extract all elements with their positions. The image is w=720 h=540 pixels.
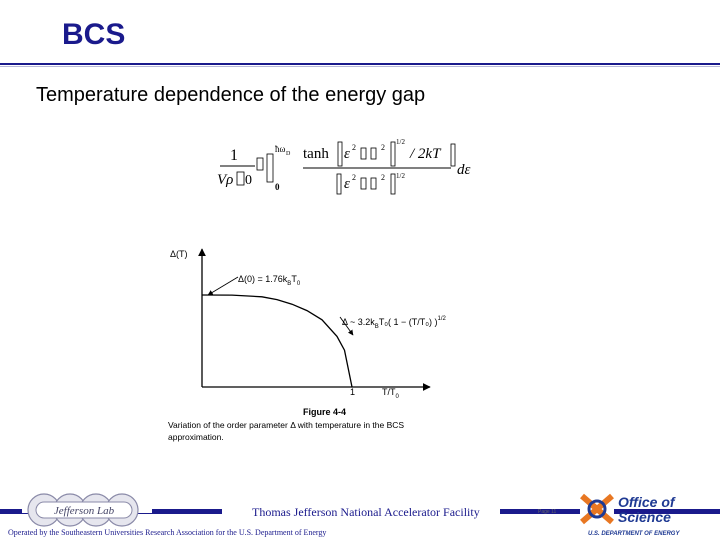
eq-upper-limit: ħω: [275, 144, 286, 154]
eq-bracket: [338, 142, 342, 166]
eq-power-half: 1/2: [396, 138, 405, 146]
eq-integral-sign: [267, 154, 273, 182]
eq-lower-limit: 0: [275, 182, 280, 192]
svg-text:Science: Science: [618, 509, 671, 525]
title-underline-shadow: [0, 66, 720, 67]
svg-text:2: 2: [381, 143, 385, 152]
svg-text:Jefferson Lab: Jefferson Lab: [53, 505, 115, 517]
figure-label: Figure 4-4: [303, 407, 347, 417]
y-axis-label: Δ(T): [170, 249, 188, 259]
gap-curve: [202, 295, 352, 387]
figure-caption-line2: approximation.: [168, 432, 224, 442]
eq-den-epsilon: ε: [344, 176, 350, 192]
gap-figure: [160, 235, 505, 450]
delta-zero-arrow: [208, 277, 238, 295]
figure-caption-line1: Variation of the order parameter Δ with temperature in the BCS: [168, 420, 405, 430]
x-axis-label: $T/T_0$: [382, 387, 399, 400]
eq-zero-a: 0: [245, 173, 252, 188]
eq-box: [257, 158, 263, 170]
jefferson-lab-logo: [22, 492, 152, 528]
eq-den-power: 1/2: [396, 172, 405, 180]
operated-by-text: Operated by the Southeastern Universities Research Association for the U.S. Department of Energy: [8, 528, 327, 537]
title-underline: [0, 63, 720, 65]
slide-title: BCS: [62, 18, 126, 51]
svg-text:2: 2: [381, 173, 385, 182]
svg-text:Office of: Office of: [618, 494, 675, 510]
eq-upper-limit-sub: D: [286, 151, 291, 157]
gap-equation: [205, 130, 495, 210]
eq-epsilon: ε: [344, 146, 350, 162]
eq-d-epsilon: dε: [457, 162, 471, 178]
eq-one: 1: [230, 147, 238, 164]
svg-text:2: 2: [352, 143, 356, 152]
eq-two-kt: / 2kT: [410, 146, 441, 162]
eq-tanh: tanh: [303, 146, 329, 162]
approx-label: Δ ~ $3.2k_BT_0$( 1 − (T/T₀) )$^{1/2}$: [342, 316, 446, 330]
page-number: Page 11: [538, 509, 557, 515]
x-tick-1: 1: [350, 387, 356, 397]
svg-text:U.S. DEPARTMENT OF ENERGY: U.S. DEPARTMENT OF ENERGY: [588, 531, 680, 537]
lab-name: Thomas Jefferson National Accelerator Facility: [252, 505, 480, 519]
eq-box: [237, 172, 244, 185]
svg-text:2: 2: [352, 173, 356, 182]
office-of-science-logo: [578, 490, 706, 538]
delta-zero-label: $\Delta(0) = 1.76k_BT_0$: [238, 274, 301, 287]
slide-subtitle: Temperature dependence of the energy gap: [36, 84, 426, 106]
eq-v-rho: Vρ: [217, 172, 234, 188]
